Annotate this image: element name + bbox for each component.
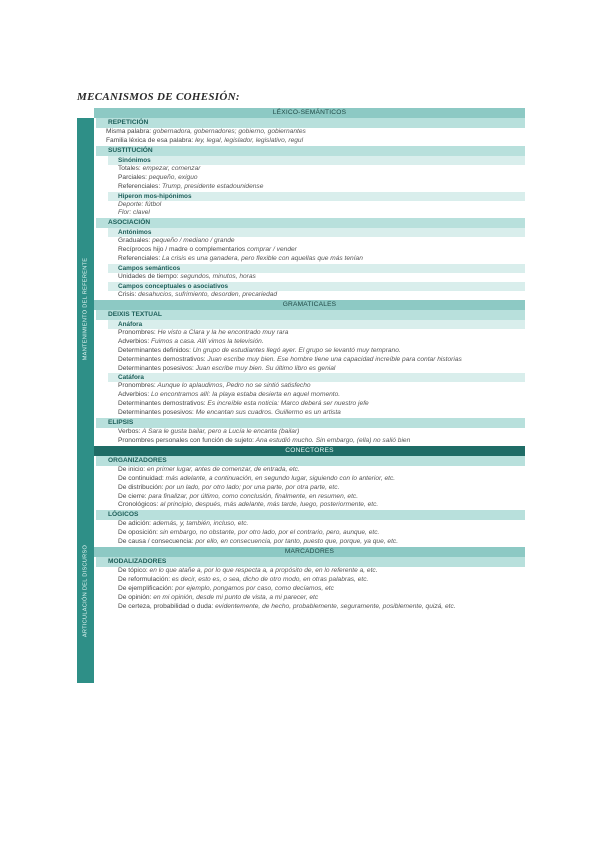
line-example: pequeño / mediano / grande [150, 237, 235, 245]
section-modalizadores: MODALIZADORES [96, 557, 525, 567]
text-line [94, 137, 525, 146]
text-line [94, 493, 525, 502]
text-line [94, 391, 525, 400]
text-line [94, 520, 525, 529]
line-label: Pronombres personales con función de sujeto: [118, 436, 254, 444]
line-example: Lo encontramos allí: la playa estaba desierta en aquel momento. [149, 391, 341, 399]
text-line [94, 475, 525, 484]
line-label: De certeza, probabilidad o duda: [118, 602, 214, 610]
line-label: Pronombres: [118, 382, 156, 390]
line-label: Graduales: [118, 237, 151, 245]
line-label: Referenciales: [118, 182, 161, 190]
band-conectores: CONECTORES [94, 446, 525, 456]
line-example: segundos, minutos, horas [178, 273, 256, 281]
line-label: Recíprocos hijo / madre o complementarios [118, 246, 246, 254]
section-asociacion: ASOCIACIÓN [96, 218, 525, 228]
line-label: Adverbios: [118, 391, 150, 399]
line-example: en primer lugar, antes de comenzar, de entrada, etc. [145, 465, 300, 473]
text-line [94, 538, 525, 547]
subsection-campos-semanticos: Campos semánticos [108, 264, 525, 273]
line-label: De ejemplificación: [118, 584, 174, 592]
text-line [94, 183, 525, 192]
text-line [94, 255, 525, 264]
line-label: Referenciales: [118, 255, 161, 263]
section-organizadores: ORGANIZADORES [96, 456, 525, 466]
subsection-catafora: Catáfora [108, 373, 525, 382]
line-label: De tópico: [118, 567, 148, 575]
line-example: Me encantan sus cuadros. Guillermo es un artista [193, 409, 341, 417]
line-example: en lo que atañe a, por lo que respecta a, a propósito de, en lo referente a, etc. [147, 567, 378, 575]
text-line [94, 466, 525, 475]
line-example: Un grupo de estudiantes llegó ayer. El grupo se levantó muy temprano. [190, 346, 401, 354]
line-label: Unidades de tiempo: [118, 273, 179, 281]
text-line [94, 329, 525, 338]
section-elipsis: ELIPSIS [96, 418, 525, 428]
side-label-discurso: ARTICULACIÓN DEL DISCURSO [77, 499, 94, 683]
text-line [94, 409, 525, 418]
line-example: es decir, esto es, o sea, dicho de otro modo, en otras palabras, etc. [170, 576, 369, 583]
line-example: por ejemplo, pongamos por caso, como decíamos, etc [173, 584, 334, 592]
section-logicos: LÓGICOS [96, 510, 525, 520]
text-line [94, 128, 525, 137]
text-line [94, 529, 525, 538]
subsection-antonimos: Antónimos [108, 228, 525, 237]
text-line [94, 201, 525, 210]
line-example: Ana estudió mucho. Sin embargo, (ella) no salió bien [254, 436, 411, 444]
subsection-anafora: Anáfora [108, 320, 525, 329]
text-line [94, 576, 525, 585]
line-example: Aunque lo aplaudimos, Pedro no se sintió satisfecho [155, 382, 311, 390]
line-label: Totales: [118, 164, 141, 172]
band-lexico: LÉXICO-SEMÁNTICOS [94, 108, 525, 118]
line-example: comprar / vender [245, 246, 297, 254]
subsection-sinonimos: Sinónimos [108, 156, 525, 165]
line-label: Crisis: [118, 290, 137, 298]
line-example: Fuimos a casa. Allí vimos la televisión. [149, 337, 264, 345]
line-example: sin embargo, no obstante, por otro lado, por el contrario, pero, aunque, etc. [157, 529, 380, 537]
line-example: desahucios, sufrimiento, desorden, precariedad [136, 290, 278, 298]
text-line [94, 484, 525, 493]
line-example: en mi opinión, desde mi punto de vista, a mi parecer, etc [151, 593, 319, 601]
text-line [94, 338, 525, 347]
line-example: por un lado, por otro lado; por una parte, por otra parte, etc. [163, 483, 340, 491]
line-example: ley, legal, legislador, legislativo, regul [193, 136, 304, 144]
line-example: empezar, comenzar [140, 164, 201, 172]
line-label: Verbos: [118, 428, 141, 436]
table-content [94, 108, 525, 612]
line-example: Es increíble esta noticia: Marco deberá ser nuestro jefe [205, 400, 369, 408]
line-example: por ello, en consecuencia, por tanto, puesto que, porque, ya que, etc. [193, 538, 399, 546]
text-line [94, 165, 525, 174]
line-label: De adición: [118, 520, 151, 528]
line-example: pequeño, exiguo [146, 173, 198, 181]
text-line [94, 594, 525, 603]
line-label: Determinantes definidos: [118, 346, 191, 354]
line-example: para finalizar, por último, como conclusión, finalmente, en resumen, etc. [146, 492, 359, 500]
text-line [94, 273, 525, 282]
line-example: Juan escribe muy bien. Su último libro es genial [193, 364, 336, 372]
line-example: al principio, después, más adelante, más tarde, luego, posteriormente, etc. [158, 501, 379, 509]
text-line [94, 246, 525, 255]
subsection-hiperonimos: Hiperon mos-hipónimos [108, 192, 525, 201]
text-line [94, 365, 525, 374]
line-example: Trump, presidente estadounidense [160, 182, 264, 190]
line-label: De causa / consecuencia: [118, 538, 194, 546]
section-sustitucion: SUSTITUCIÓN [96, 146, 525, 156]
section-deixis: DEIXIS TEXTUAL [96, 310, 525, 320]
band-gramaticales: GRAMATICALES [94, 300, 525, 310]
line-example: Juan escribe muy bien. Ese hombre tiene una capacidad increíble para contar historias [205, 355, 462, 363]
text-line [94, 382, 525, 391]
line-label: De inicio: [118, 465, 146, 473]
line-example: gobernadora, gobernadores; gobierno, gobiernantes [151, 128, 306, 135]
line-label: Cronológicos: [118, 501, 159, 509]
section-repeticion: REPETICIÓN [96, 118, 525, 128]
text-line [94, 174, 525, 183]
text-line [94, 209, 525, 218]
line-label: De cierre: [118, 492, 147, 500]
line-example: He visto a Clara y la he encontrado muy rara [155, 328, 289, 336]
line-label: Parciales: [118, 173, 147, 181]
subsection-campos-conceptuales: Campos conceptuales o asociativos [108, 282, 525, 291]
cohesion-table [77, 108, 525, 683]
line-example: evidentemente, de hecho, probablemente, seguramente, posiblemente, quizá, etc. [213, 602, 456, 610]
line-label: De continuidad: [118, 474, 164, 482]
text-line [94, 585, 525, 594]
text-line [94, 437, 525, 446]
text-line [94, 347, 525, 356]
line-label: Determinantes posesivos: [118, 409, 194, 417]
line-example: Deporte: fútbol [118, 200, 162, 208]
band-marcadores: MARCADORES [94, 547, 525, 557]
line-example: A Sara le gusta bailar, pero a Lucía le encanta (bailar) [140, 428, 300, 436]
line-example: La crisis es una ganadera, pero flexible con aquellas que más tenían [160, 255, 363, 263]
text-line [94, 501, 525, 510]
text-line [94, 603, 525, 612]
text-line [94, 356, 525, 365]
text-line [94, 291, 525, 300]
line-label: Adverbios: [118, 337, 150, 345]
text-line [94, 428, 525, 437]
line-label: De opinión: [118, 593, 152, 601]
line-label: De reformulación: [118, 576, 171, 583]
line-label: Determinantes demostrativos: [118, 400, 206, 408]
line-example: Flor: clavel [118, 209, 150, 217]
page-title: MECANISMOS DE COHESIÓN: [77, 91, 240, 103]
line-label: De distribución: [118, 483, 164, 491]
text-line [94, 567, 525, 576]
line-label: De oposición: [118, 529, 158, 537]
text-line [94, 400, 525, 409]
text-line [94, 237, 525, 246]
side-label-referente: MANTENIMIENTO DEL REFERENTE [77, 118, 94, 499]
line-example: además, y, también, incluso, etc. [151, 520, 249, 528]
line-label: Determinantes demostrativos: [118, 355, 206, 363]
line-label: Pronombres: [118, 328, 156, 336]
line-label: Determinantes posesivos: [118, 364, 194, 372]
line-label: Familia léxica de esa palabra: [106, 136, 194, 144]
line-example: más adelante, a continuación, en segundo lugar, siguiendo con lo anterior, etc. [163, 474, 396, 482]
line-label: Misma palabra: [106, 128, 152, 135]
